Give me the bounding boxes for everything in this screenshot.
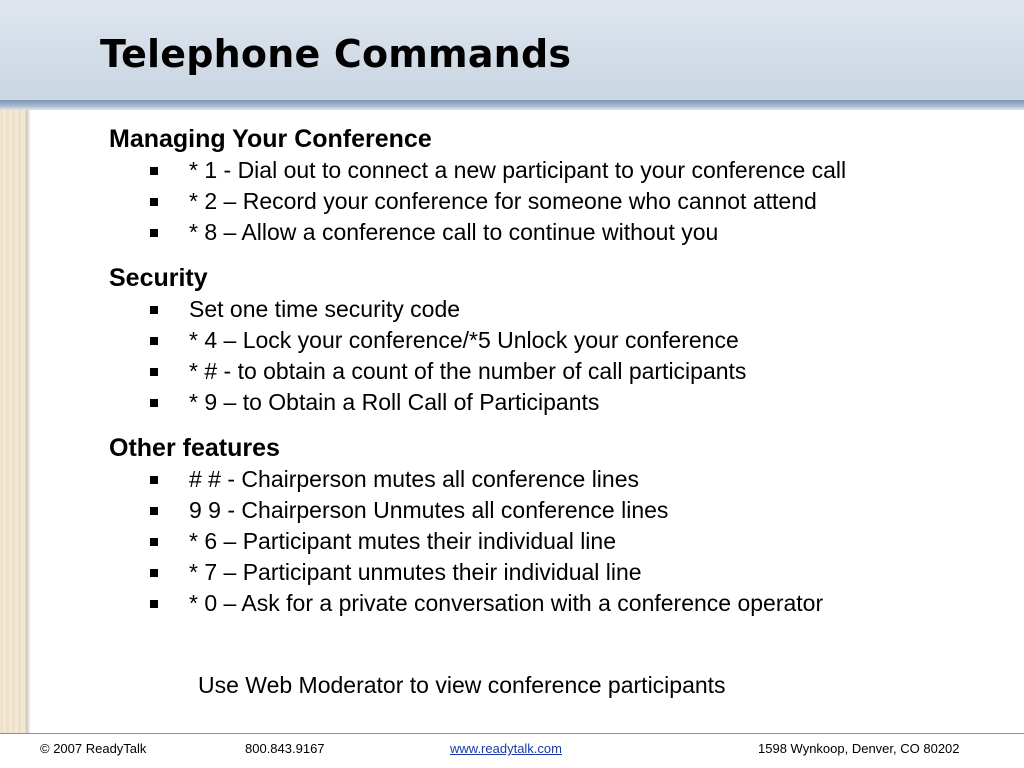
bullet-icon [150,399,158,407]
footer [0,739,1024,759]
bullet-icon [150,229,158,237]
decorative-side-bar [0,110,26,734]
footer-copyright: © 2007 ReadyTalk [40,741,147,756]
list-item [109,495,989,526]
list-item-text: * 9 – to Obtain a Roll Call of Participants [189,389,600,415]
web-moderator-note: Use Web Moderator to view conference participants [198,672,726,698]
list-item [109,356,989,387]
list-item-text: * 7 – Participant unmutes their individual line [189,559,642,585]
section-heading: Other features [109,434,280,462]
list-item-text: * 6 – Participant mutes their individual line [189,528,617,554]
side-bar-edge [26,110,31,734]
slide-title: Telephone Commands [100,32,572,76]
list-item [109,294,989,325]
section-heading: Managing Your Conference [109,125,432,153]
section-security [109,262,989,418]
bullet-icon [150,476,158,484]
list-item [109,155,989,186]
list-item [109,557,989,588]
bullet-icon [150,569,158,577]
section-heading: Security [109,264,208,292]
list-item-text: * 2 – Record your conference for someone who cannot attend [189,188,817,214]
list-item [109,325,989,356]
list-item [109,588,989,619]
bullet-list [109,155,989,248]
list-item [109,387,989,418]
list-item [109,186,989,217]
slide-content [109,123,989,633]
header-band [0,0,1024,100]
bullet-list [109,294,989,418]
list-item-text: # # - Chairperson mutes all conference lines [189,466,640,492]
bullet-icon [150,198,158,206]
list-item [109,526,989,557]
section-managing-your-conference [109,123,989,248]
bullet-icon [150,368,158,376]
list-item-text: * 4 – Lock your conference/*5 Unlock your conference [189,327,739,353]
list-item-text: * 0 – Ask for a private conversation with a conference operator [189,590,824,616]
list-item-text: * 1 - Dial out to connect a new participant to your conference call [189,157,847,183]
footer-phone: 800.843.9167 [245,741,325,756]
footer-rule [0,733,1024,734]
bullet-icon [150,538,158,546]
header-rule [0,100,1024,110]
list-item-text: Set one time security code [189,296,461,322]
bullet-icon [150,306,158,314]
bullet-icon [150,600,158,608]
bullet-icon [150,507,158,515]
list-item [109,464,989,495]
list-item-text: 9 9 - Chairperson Unmutes all conference lines [189,497,669,523]
list-item [109,217,989,248]
section-other-features [109,432,989,619]
bullet-icon [150,167,158,175]
bullet-list [109,464,989,619]
list-item-text: * # - to obtain a count of the number of call participants [189,358,747,384]
bullet-icon [150,337,158,345]
footer-website-link[interactable]: www.readytalk.com [450,741,562,756]
list-item-text: * 8 – Allow a conference call to continue without you [189,219,719,245]
footer-address: 1598 Wynkoop, Denver, CO 80202 [758,741,960,756]
